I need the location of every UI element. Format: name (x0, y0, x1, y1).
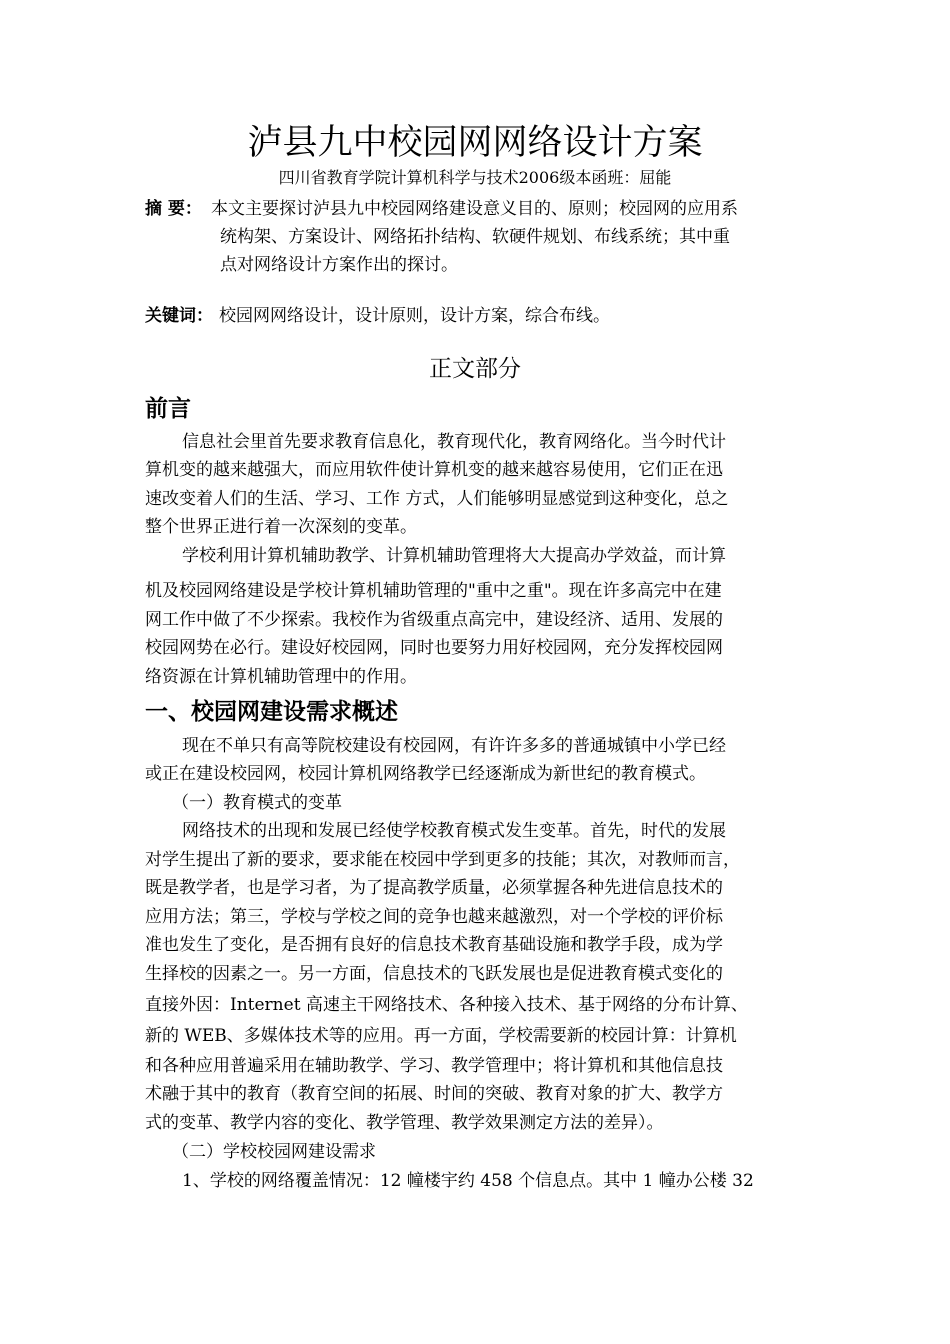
abstract-line: 本文主要探讨泸县九中校园网络建设意义目的、原则；校园网的应用系 (211, 199, 738, 219)
paragraph-line: 信息社会里首先要求教育信息化，教育现代化，教育网络化。当今时代计 (182, 432, 726, 452)
paragraph-line: 算机变的越来越强大，而应用软件使计算机变的越来越容易使用，它们正在迅 (145, 460, 723, 480)
paragraph-line: 既是教学者，也是学习者，为了提高教学质量，必须掌握各种先进信息技术的 (145, 878, 723, 898)
abstract-line: 点对网络设计方案作出的探讨。 (220, 255, 458, 275)
paragraph-line: 或正在建设校园网，校园计算机网络教学已经逐渐成为新世纪的教育模式。 (145, 764, 706, 784)
paragraph-line: 直接外因：Internet 高速主干网络技术、各种接入技术、基于网络的分布计算、 (145, 995, 748, 1015)
keywords-label: 关键词： (145, 306, 213, 326)
preface-heading: 前言 (145, 396, 191, 422)
paragraph-line: 现在不单只有高等院校建设有校园网，有许许多多的普通城镇中小学已经 (182, 736, 726, 756)
paragraph-line: 整个世界正进行着一次深刻的变革。 (145, 517, 417, 537)
body-heading: 正文部分 (429, 356, 521, 382)
paragraph-line: 机及校园网络建设是学校计算机辅助管理的"重中之重"。现在许多高完中在建 (145, 581, 722, 601)
section-heading: 一、校园网建设需求概述 (145, 699, 398, 725)
paragraph-line: 应用方法；第三，学校与学校之间的竞争也越来越激烈，对一个学校的评价标 (145, 907, 723, 927)
paragraph-line: 网络技术的出现和发展已经使学校教育模式发生变革。首先，时代的发展 (182, 821, 726, 841)
paragraph-line: 速改变着人们的生活、学习、工作 方式，人们能够明显感觉到这种变化，总之 (145, 489, 729, 509)
paragraph-line: 和各种应用普遍采用在辅助教学、学习、教学管理中；将计算机和其他信息技 (145, 1056, 723, 1076)
paragraph-line: 式的变革、教学内容的变化、教学管理、教学效果测定方法的差异）。 (145, 1113, 664, 1133)
paragraph-line: 校园网势在必行。建设好校园网，同时也要努力用好校园网，充分发挥校园网 (145, 638, 723, 658)
subsection-heading: （二）学校校园网建设需求 (172, 1142, 376, 1162)
paragraph-line: 对学生提出了新的要求，要求能在校园中学到更多的技能；其次，对教师而言， (145, 850, 740, 870)
abstract-label: 摘 要： (145, 199, 202, 219)
paragraph-line: 术融于其中的教育（教育空间的拓展、时间的突破、教育对象的扩大、教学方 (145, 1084, 723, 1104)
paragraph-line: 新的 WEB、多媒体技术等的应用。再一方面，学校需要新的校园计算：计算机 (145, 1026, 737, 1046)
document-title: 泸县九中校园网网络设计方案 (247, 123, 703, 163)
paragraph-line: 学校利用计算机辅助教学、计算机辅助管理将大大提高办学效益，而计算 (182, 546, 726, 566)
paragraph-line: 网工作中做了不少探索。我校作为省级重点高完中，建设经济、适用、发展的 (145, 610, 723, 630)
paragraph-line: 1、学校的网络覆盖情况：12 幢楼宇约 458 个信息点。其中 1 幢办公楼 32 (182, 1171, 754, 1191)
paragraph-line: 准也发生了变化，是否拥有良好的信息技术教育基础设施和教学手段，成为学 (145, 935, 723, 955)
keywords-text: 校园网网络设计，设计原则，设计方案，综合布线。 (219, 306, 610, 326)
author-line: 四川省教育学院计算机科学与技术2006级本函班：屈能 (278, 168, 672, 187)
abstract-line: 统构架、方案设计、网络拓扑结构、软硬件规划、布线系统；其中重 (220, 227, 730, 247)
paragraph-line: 生择校的因素之一。另一方面，信息技术的飞跃发展也是促进教育模式变化的 (145, 964, 723, 984)
subsection-heading: （一）教育模式的变革 (172, 793, 342, 813)
paragraph-line: 络资源在计算机辅助管理中的作用。 (145, 667, 417, 687)
